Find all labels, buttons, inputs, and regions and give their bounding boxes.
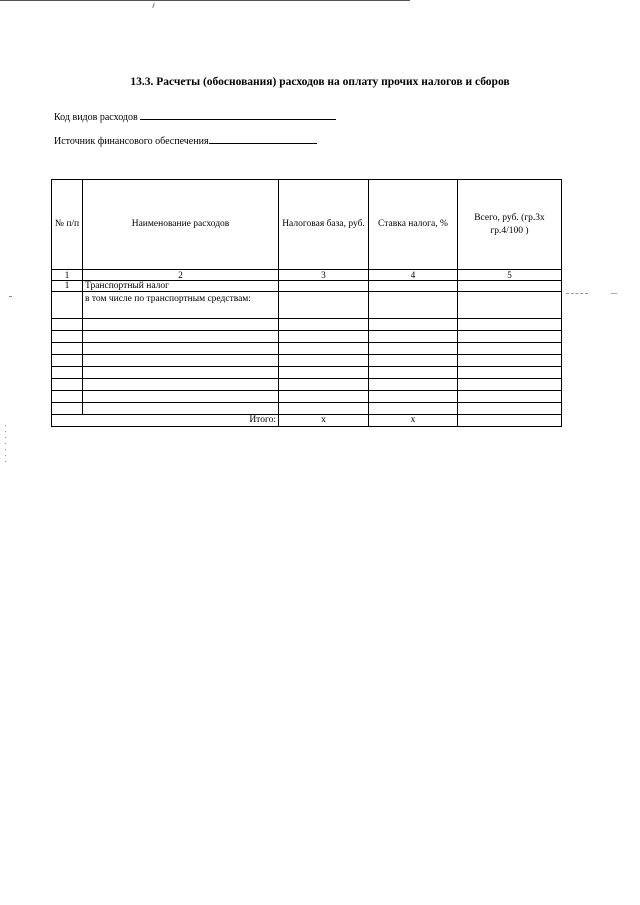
scan-mark <box>566 293 588 294</box>
tax-rate-cell[interactable] <box>369 331 458 343</box>
row-number-cell[interactable] <box>52 379 83 391</box>
tax-rate-cell[interactable] <box>369 281 458 292</box>
header-cell: Всего, руб. (гр.3х гр.4/100 ) <box>458 180 562 270</box>
expense-code-blank[interactable] <box>140 109 336 120</box>
tax-base-cell[interactable] <box>279 391 369 403</box>
empty-table-row <box>52 367 562 379</box>
total-cell[interactable] <box>458 367 562 379</box>
empty-table-row <box>52 331 562 343</box>
tax-base-cell[interactable] <box>279 343 369 355</box>
scan-top-edge <box>0 0 410 1</box>
expense-name-cell[interactable] <box>83 319 279 331</box>
expense-code-label: Код видов расходов <box>54 112 138 123</box>
row-number: 1 <box>52 281 83 292</box>
tax-base-cell[interactable] <box>279 319 369 331</box>
tax-base-cell[interactable] <box>279 292 369 319</box>
total-col4: x <box>369 415 458 427</box>
funding-source-blank[interactable] <box>209 133 317 144</box>
tax-rate-cell[interactable] <box>369 355 458 367</box>
tax-rate-cell[interactable] <box>369 292 458 319</box>
expense-name-cell[interactable] <box>83 403 279 415</box>
header-cell: Налоговая база, руб. <box>279 180 369 270</box>
row-number-cell[interactable] <box>52 403 83 415</box>
header-cell: № п/п <box>52 180 83 270</box>
expense-name-cell[interactable] <box>83 343 279 355</box>
total-cell[interactable] <box>458 343 562 355</box>
total-cell[interactable] <box>458 391 562 403</box>
scan-mark <box>152 3 155 8</box>
empty-table-row <box>52 391 562 403</box>
empty-table-row <box>52 319 562 331</box>
scan-mark <box>611 293 617 294</box>
column-number: 2 <box>83 270 279 281</box>
total-cell[interactable] <box>458 319 562 331</box>
table-header-row <box>52 180 562 270</box>
table-row <box>52 292 562 319</box>
total-sum-cell[interactable] <box>458 415 562 427</box>
row-number-cell[interactable] <box>52 391 83 403</box>
expense-name-cell[interactable] <box>83 331 279 343</box>
row-number-cell[interactable] <box>52 355 83 367</box>
row-number-cell[interactable] <box>52 331 83 343</box>
tax-rate-cell[interactable] <box>369 367 458 379</box>
row-number-cell[interactable] <box>52 319 83 331</box>
column-number: 3 <box>279 270 369 281</box>
total-col3: x <box>279 415 369 427</box>
funding-source-label: Источник финансового обеспечения <box>54 136 209 147</box>
tax-rate-cell[interactable] <box>369 403 458 415</box>
total-cell[interactable] <box>458 403 562 415</box>
empty-table-row <box>52 403 562 415</box>
total-cell[interactable] <box>458 331 562 343</box>
tax-rate-cell[interactable] <box>369 343 458 355</box>
tax-base-cell[interactable] <box>279 403 369 415</box>
header-cell: Ставка налога, % <box>369 180 458 270</box>
scan-mark <box>9 296 12 297</box>
table-row <box>52 281 562 292</box>
empty-table-row <box>52 343 562 355</box>
total-cell[interactable] <box>458 355 562 367</box>
total-cell[interactable] <box>458 281 562 292</box>
row-number <box>52 292 83 319</box>
column-number-row <box>52 270 562 281</box>
tax-rate-cell[interactable] <box>369 319 458 331</box>
tax-base-cell[interactable] <box>279 367 369 379</box>
expense-name-cell[interactable] <box>83 391 279 403</box>
column-number: 5 <box>458 270 562 281</box>
total-label: Итого: <box>52 415 279 427</box>
empty-table-row <box>52 379 562 391</box>
document-title: 13.3. Расчеты (обоснования) расходов на оплату прочих налогов и сборов <box>130 76 510 88</box>
header-cell: Наименование расходов <box>83 180 279 270</box>
row-number-cell[interactable] <box>52 367 83 379</box>
funding-source-field <box>54 133 317 147</box>
tax-base-cell[interactable] <box>279 331 369 343</box>
column-number: 4 <box>369 270 458 281</box>
empty-table-row <box>52 355 562 367</box>
expense-code-field <box>54 109 336 123</box>
tax-base-cell[interactable] <box>279 281 369 292</box>
total-cell[interactable] <box>458 379 562 391</box>
row-number-cell[interactable] <box>52 343 83 355</box>
tax-calculation-table <box>51 179 562 427</box>
tax-rate-cell[interactable] <box>369 379 458 391</box>
tax-base-cell[interactable] <box>279 355 369 367</box>
column-number: 1 <box>52 270 83 281</box>
expense-name: Транспортный налог <box>83 281 279 292</box>
tax-rate-cell[interactable] <box>369 391 458 403</box>
total-cell[interactable] <box>458 292 562 319</box>
tax-base-cell[interactable] <box>279 379 369 391</box>
total-row <box>52 415 562 427</box>
expense-name-cell[interactable] <box>83 355 279 367</box>
expense-name-cell[interactable] <box>83 379 279 391</box>
expense-name-cell[interactable] <box>83 367 279 379</box>
expense-name: в том числе по транспортным средствам: <box>83 292 279 319</box>
scan-edge-marks <box>5 425 6 465</box>
